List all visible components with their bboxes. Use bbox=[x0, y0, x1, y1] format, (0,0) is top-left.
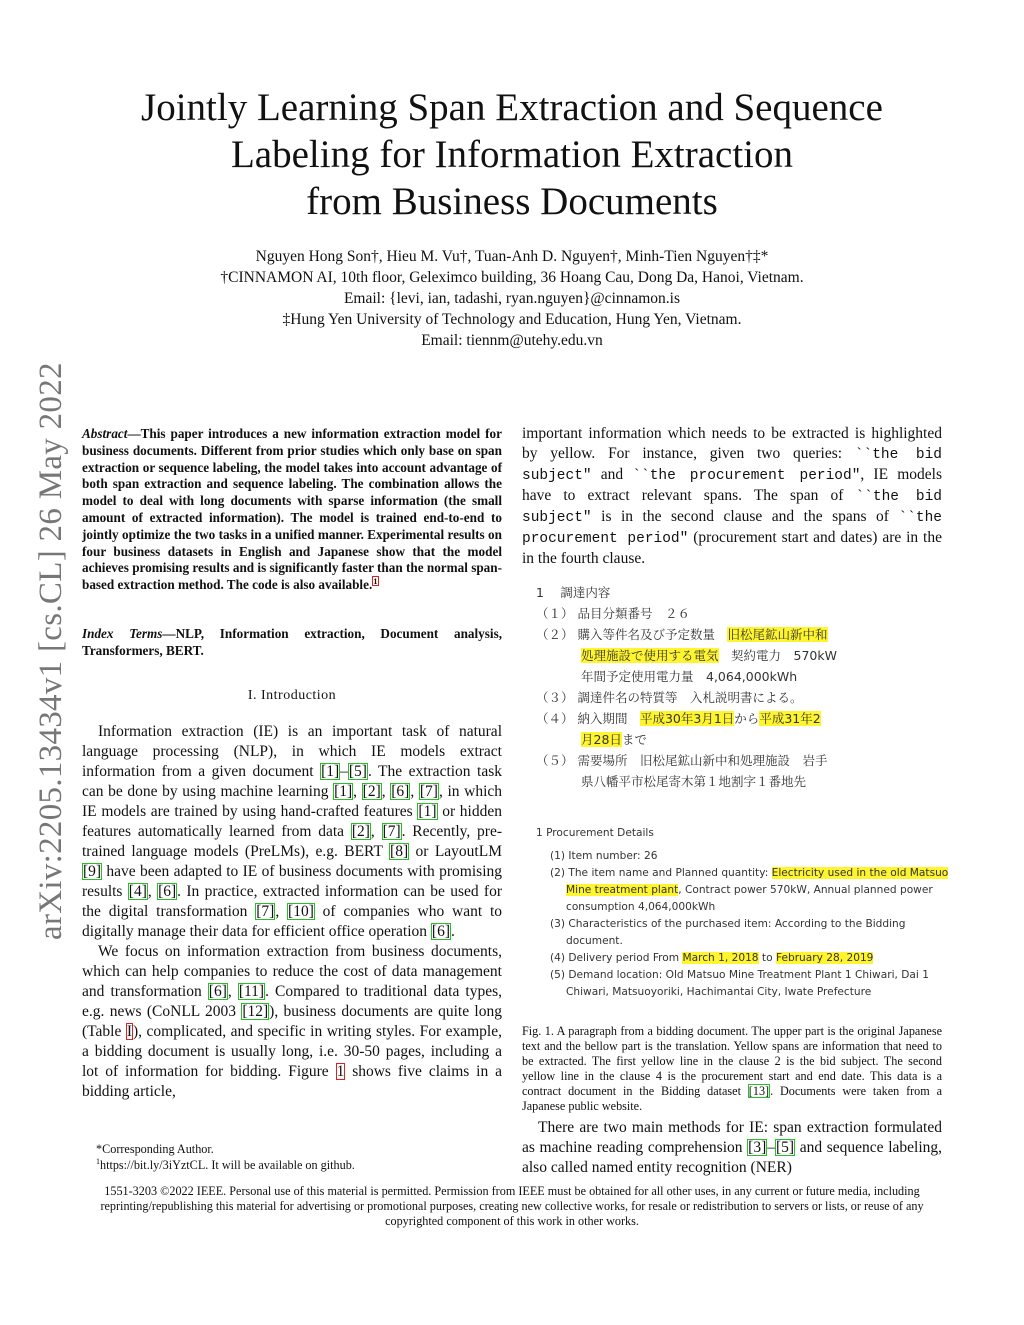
citation-link[interactable]: [6] bbox=[208, 983, 227, 1000]
jp-line: 1 調達内容 bbox=[536, 585, 611, 600]
email-2: Email: tiennm@utehy.edu.vn bbox=[421, 332, 603, 349]
citation-link[interactable]: [5] bbox=[348, 763, 367, 780]
citation-link[interactable]: [7] bbox=[419, 783, 438, 800]
affiliation-2: ‡Hung Yen University of Technology and Education, Hung Yen, Vietnam. bbox=[282, 311, 742, 328]
abstract bbox=[82, 426, 502, 594]
figure-link[interactable]: 1 bbox=[336, 1063, 345, 1080]
highlight-span: 処理施設で使用する電気 bbox=[581, 648, 719, 663]
jp-line: （３） 調達件名の特質等 入札説明書による。 bbox=[536, 690, 803, 705]
jp-line: 県八幡平市松尾寄木第１地割字１番地先 bbox=[581, 774, 807, 789]
figure-caption: Fig. 1. A paragraph from a bidding document. The upper part is the original Japanese text and the bellow part is the translation. Yellow spans are information that need to be extracted. The first yellow line in the clause 2 is the bid subject. The second yellow line in the clause 4 is the procurement start and end date. This data is a contract document in the Bidding dataset [13]. Documents were taken from a Japanese public website. bbox=[522, 1024, 942, 1113]
affiliation-1: †CINNAMON AI, 10th floor, Geleximco building, 36 Hoang Cau, Dong Da, Hanoi, Vietnam. bbox=[220, 269, 804, 286]
en-line: Mine treatment plant, Contract power 570kW, Annual planned power bbox=[566, 884, 933, 896]
index-terms-text: —NLP, Information extraction, Document analysis, Transformers, BERT. bbox=[82, 626, 502, 658]
query-bid-subject: ``the bid subject" bbox=[522, 489, 942, 526]
paper-title bbox=[60, 84, 964, 225]
en-line: Chiwari, Matsuoyoriki, Hachimantai City, Iwate Prefecture bbox=[566, 986, 872, 998]
citation-link[interactable]: [7] bbox=[256, 903, 275, 920]
en-line: document. bbox=[566, 935, 623, 947]
highlight-span: 平成30年3月1日 bbox=[639, 711, 735, 726]
query-bid-subject: ``the bid subject" bbox=[522, 447, 942, 484]
intro-paragraph-2: We focus on information extraction from business documents, which can help companies to reduce the cost of data management and transformation [6], [11]. Compared to traditional data types, e.g. news (CoNLL 2003 [12]), business documents are quite long (Table I), complicated, and specific in writing styles. For example, a bidding document is usually long, i.e. 30-50 pages, including a lot of information for bidding. Figure 1 shows five claims in a bidding article, bbox=[82, 943, 503, 1100]
highlight-span: 平成31年2 bbox=[759, 711, 821, 726]
citation-link[interactable]: [7] bbox=[382, 823, 401, 840]
jp-line: （１） 品目分類番号 ２６ bbox=[536, 606, 690, 621]
title-line-2: Labeling for Information Extraction bbox=[230, 133, 794, 176]
jp-line: （２） 購入等件名及び予定数量 旧松尾鉱山新中和 bbox=[536, 627, 828, 642]
en-line: consumption 4,064,000kWh bbox=[566, 901, 716, 913]
citation-link[interactable]: [6] bbox=[431, 923, 450, 940]
highlight-span: February 28, 2019 bbox=[775, 952, 874, 964]
footnotes bbox=[82, 1142, 502, 1173]
query-procurement-period: ``the procurement period" bbox=[522, 510, 942, 547]
citation-link[interactable]: [1] bbox=[321, 763, 340, 780]
citation-link[interactable]: [6] bbox=[158, 883, 177, 900]
citation-link[interactable]: [4] bbox=[128, 883, 147, 900]
code-url-footnote bbox=[82, 1158, 502, 1174]
right-column-intro: important information which needs to be extracted is highlighted by yellow. For instance, given two queries: ``the bid subject" and ``the procurement period", IE models have to extract relevant spans. The span of ``the bid subject" is in the second clause and the spans of ``the procurement period" (procurement start and dates) are in the in the fourth clause. bbox=[522, 425, 942, 567]
citation-link[interactable]: [5] bbox=[776, 1139, 795, 1156]
english-translation-block bbox=[536, 825, 948, 1001]
index-terms-label: Index Terms bbox=[82, 626, 163, 641]
en-line: 1 Procurement Details bbox=[536, 827, 654, 839]
highlight-span: 月28日 bbox=[581, 732, 622, 747]
citation-link[interactable]: [12] bbox=[242, 1003, 269, 1020]
abstract-text: —This paper introduces a new information extraction model for business documents. Different from prior studies which only base on span extraction or sequence labeling, the model takes into account advantage of both span extraction and sequence labeling. The combination allows the model to deal with long documents with sparse information (the small amount of extracted information). The model is trained end-to-end to jointly optimize the two tasks in a unified manner. Experimental results on four business datasets in English and Japanese show that the model achieves promising results and is significantly faster than the normal span-based extraction method. The code is also available. bbox=[82, 426, 502, 593]
en-line: (2) The item name and Planned quantity: Electricity used in the old Matsuo bbox=[550, 867, 949, 879]
citation-link[interactable]: [9] bbox=[83, 863, 102, 880]
citation-link[interactable]: [2] bbox=[362, 783, 381, 800]
citation-link[interactable]: [6] bbox=[391, 783, 410, 800]
jp-line: （５） 需要場所 旧松尾鉱山新中和処理施設 岩手 bbox=[536, 753, 828, 768]
corresponding-author-note: *Corresponding Author. bbox=[96, 1142, 214, 1156]
abstract-label: Abstract bbox=[82, 426, 128, 441]
en-line: (3) Characteristics of the purchased item: According to the Bidding bbox=[550, 918, 906, 930]
copyright-notice: 1551-3203 ©2022 IEEE. Personal use of this material is permitted. Permission from IEEE must be obtained for all other uses, in any current or future media, including reprinting/republishing this material for advertising or promotional purposes, creating new collective works, for resale or redistribution to servers or lists, or reuse of any copyrighted component of this work in other works. bbox=[100, 1184, 924, 1228]
title-line-1: Jointly Learning Span Extraction and Sequence bbox=[141, 86, 883, 129]
title-line-3: from Business Documents bbox=[306, 180, 718, 223]
intro-paragraph-1: Information extraction (IE) is an important task of natural language processing (NLP), in which IE models extract information from a given document [1]–[5]. The extraction task can be done by using machine learning [1], [2], [6], [7], in which IE models are trained by using hand-crafted features [1] or hidden features automatically learned from data [2], [7]. Recently, pre-trained language models (PreLMs), e.g. BERT [8] or LayoutLM [9] have been adapted to IE of business documents with promising results [4], [6]. In practice, extracted information can be used for the digital transformation [7], [10] of companies who want to digitally manage their data for efficient office operation [6]. bbox=[82, 723, 503, 940]
citation-link[interactable]: [1] bbox=[418, 803, 437, 820]
arxiv-stamp: arXiv:2205.13434v1 [cs.CL] 26 May 2022 bbox=[33, 362, 69, 940]
index-terms bbox=[82, 626, 502, 660]
table-link[interactable]: I bbox=[126, 1023, 133, 1040]
jp-line: 処理施設で使用する電気 契約電力 570kW bbox=[581, 648, 837, 663]
citation-link[interactable]: [11] bbox=[238, 983, 265, 1000]
right-column-continuation: There are two main methods for IE: span extraction formulated as machine reading comprehension [3]–[5] and sequence labeling, also called named entity recognition (NER) bbox=[522, 1119, 942, 1176]
japanese-text-block bbox=[536, 582, 837, 792]
footnote-link[interactable]: 1 bbox=[373, 575, 378, 586]
email-1: Email: {levi, ian, tadashi, ryan.nguyen}@cinnamon.is bbox=[343, 290, 681, 307]
en-line: (4) Delivery period From March 1, 2018 to February 28, 2019 bbox=[550, 952, 874, 964]
author-list: Nguyen Hong Son†, Hieu M. Vu†, Tuan-Anh D. Nguyen†, Minh-Tien Nguyen†‡* bbox=[255, 248, 769, 265]
highlight-span: Mine treatment plant bbox=[566, 884, 679, 896]
author-block bbox=[60, 246, 964, 351]
footnote-url[interactable]: https://bit.ly/3iYztCL. It will be available on github. bbox=[99, 1157, 355, 1172]
jp-line: 年間予定使用電力量 4,064,000kWh bbox=[581, 669, 798, 684]
citation-link[interactable]: [13] bbox=[748, 1084, 770, 1098]
footnote-mark: 1 bbox=[96, 1156, 100, 1166]
citation-link[interactable]: [1] bbox=[334, 783, 353, 800]
query-procurement-period: ``the procurement period" bbox=[632, 468, 861, 484]
figure-1 bbox=[522, 580, 952, 1010]
citation-link[interactable]: [10] bbox=[288, 903, 314, 920]
citation-link[interactable]: [3] bbox=[748, 1139, 767, 1156]
highlight-span: March 1, 2018 bbox=[682, 952, 759, 964]
jp-line: 月28日まで bbox=[581, 732, 647, 747]
highlight-span: Electricity used in the old Matsuo bbox=[771, 867, 949, 879]
citation-link[interactable]: [2] bbox=[351, 823, 370, 840]
en-line: (5) Demand location: Old Matsuo Mine Treatment Plant 1 Chiwari, Dai 1 bbox=[550, 969, 929, 981]
citation-link[interactable]: [8] bbox=[390, 843, 409, 860]
en-line: (1) Item number: 26 bbox=[550, 850, 658, 862]
jp-line: （４） 納入期間 平成30年3月1日から平成31年2 bbox=[536, 711, 821, 726]
introduction-body bbox=[82, 722, 502, 1102]
section-heading: I. Introduction bbox=[247, 688, 337, 703]
highlight-span: 旧松尾鉱山新中和 bbox=[727, 627, 828, 642]
